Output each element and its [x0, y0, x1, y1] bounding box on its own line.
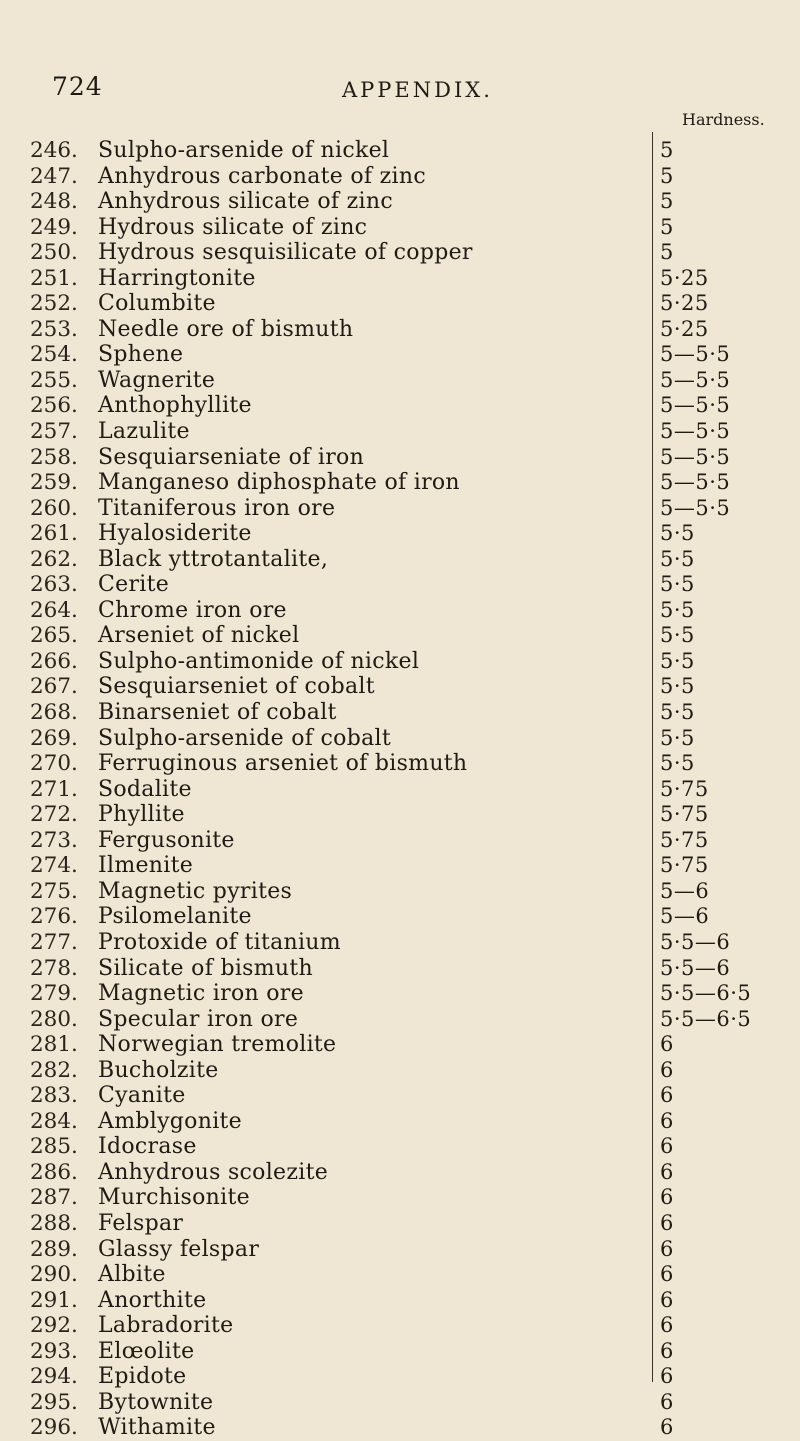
mineral-name: Sphene — [98, 342, 184, 368]
mineral-name: Norwegian tremolite — [98, 1032, 337, 1058]
hardness-value: 5·5 — [660, 674, 695, 699]
mineral-name: Phyllite — [98, 802, 185, 828]
mineral-name: Psilomelanite — [98, 904, 252, 930]
hardness-value: 5—5·5 — [660, 419, 731, 444]
mineral-name: Black yttrotantalite, — [98, 546, 329, 572]
hardness-value: 5·5 — [660, 725, 695, 750]
mineral-name: Ilmenite — [98, 853, 194, 879]
list-item — [0, 266, 800, 292]
list-item — [0, 317, 800, 343]
list-item — [0, 726, 800, 752]
list-item — [0, 904, 800, 930]
mineral-name: Elœolite — [98, 1338, 195, 1364]
hardness-value: 5·5 — [660, 521, 695, 546]
hardness-value: 5·25 — [660, 265, 709, 290]
mineral-name: Sulpho-antimonide of nickel — [98, 648, 420, 674]
hardness-column-heading: Hardness. — [682, 110, 765, 129]
hardness-value: 5 — [660, 163, 674, 188]
mineral-name: Glassy felspar — [98, 1236, 260, 1262]
list-item — [0, 623, 800, 649]
mineral-name: Anhydrous silicate of zinc — [98, 189, 393, 215]
list-item — [0, 1211, 800, 1237]
entry-number: 278. — [30, 955, 78, 981]
page-number: 724 — [52, 72, 103, 101]
mineral-name: Bytownite — [98, 1389, 214, 1415]
hardness-value: 5—5·5 — [660, 444, 731, 469]
mineral-name: Wagnerite — [98, 367, 216, 393]
mineral-name: Cerite — [98, 572, 170, 598]
mineral-name: Titaniferous iron ore — [98, 495, 336, 521]
list-item — [0, 956, 800, 982]
list-item — [0, 368, 800, 394]
list-item — [0, 700, 800, 726]
mineral-name: Manganeso diphosphate of iron — [98, 470, 460, 496]
entry-number: 268. — [30, 700, 78, 726]
mineral-name: Silicate of bismuth — [98, 955, 314, 981]
hardness-value: 5—5·5 — [660, 470, 731, 495]
entry-number: 246. — [30, 138, 78, 163]
entry-number: 289. — [30, 1236, 78, 1262]
entry-number: 252. — [30, 291, 78, 317]
entry-number: 292. — [30, 1313, 78, 1339]
list-item — [0, 879, 800, 905]
mineral-name: Sodalite — [98, 776, 192, 802]
list-item — [0, 853, 800, 879]
list-item — [0, 1134, 800, 1160]
mineral-name: Ferruginous arseniet of bismuth — [98, 751, 468, 777]
list-item — [0, 828, 800, 854]
mineral-name: Harringtonite — [98, 265, 256, 291]
entry-number: 267. — [30, 674, 78, 700]
mineral-name: Binarseniet of cobalt — [98, 700, 337, 726]
mineral-name: Magnetic iron ore — [98, 981, 304, 1007]
mineral-name: Chrome iron ore — [98, 597, 287, 623]
hardness-value: 5·75 — [660, 853, 709, 878]
hardness-value: 5—5·5 — [660, 393, 731, 418]
mineral-name: Sulpho-arsenide of nickel — [98, 138, 390, 163]
list-item — [0, 1390, 800, 1416]
mineral-name: Anhydrous carbonate of zinc — [98, 163, 426, 189]
entry-number: 283. — [30, 1083, 78, 1109]
list-item — [0, 572, 800, 598]
list-item — [0, 215, 800, 241]
list-item — [0, 419, 800, 445]
entry-number: 255. — [30, 367, 78, 393]
list-item — [0, 777, 800, 803]
entry-number: 262. — [30, 546, 78, 572]
hardness-value: 5·5—6·5 — [660, 981, 752, 1006]
mineral-name: Sesquiarseniet of cobalt — [98, 674, 375, 700]
hardness-value: 6 — [660, 1057, 674, 1082]
list-item — [0, 981, 800, 1007]
entry-number: 265. — [30, 623, 78, 649]
mineral-name: Needle ore of bismuth — [98, 316, 354, 342]
mineral-name: Amblygonite — [98, 1108, 242, 1134]
entry-number: 251. — [30, 265, 78, 291]
mineral-name: Arseniet of nickel — [98, 623, 300, 649]
entry-number: 280. — [30, 1006, 78, 1032]
entry-number: 275. — [30, 878, 78, 904]
mineral-name: Sesquiarseniate of iron — [98, 444, 365, 470]
list-item — [0, 240, 800, 266]
hardness-value: 5·5 — [660, 597, 695, 622]
entry-number: 293. — [30, 1338, 78, 1364]
mineral-name: Albite — [98, 1262, 166, 1288]
list-item — [0, 1058, 800, 1084]
entry-number: 273. — [30, 827, 78, 853]
hardness-value: 5·75 — [660, 827, 709, 852]
list-item — [0, 521, 800, 547]
hardness-value: 5—5·5 — [660, 342, 731, 367]
hardness-value: 5—5·5 — [660, 367, 731, 392]
mineral-name: Anhydrous scolezite — [98, 1159, 329, 1185]
mineral-name: Hydrous silicate of zinc — [98, 214, 368, 240]
entry-number: 257. — [30, 419, 78, 445]
entry-number: 269. — [30, 725, 78, 751]
hardness-value: 6 — [660, 1262, 674, 1287]
mineral-name: Lazulite — [98, 419, 190, 445]
entry-number: 266. — [30, 648, 78, 674]
entry-number: 272. — [30, 802, 78, 828]
hardness-value: 5 — [660, 240, 674, 265]
entry-number: 271. — [30, 776, 78, 802]
entry-number: 250. — [30, 240, 78, 266]
hardness-value: 5·25 — [660, 291, 709, 316]
list-item — [0, 445, 800, 471]
entry-number: 253. — [30, 316, 78, 342]
entry-number: 261. — [30, 521, 78, 547]
list-item — [0, 393, 800, 419]
hardness-value: 5·5—6·5 — [660, 1006, 752, 1031]
hardness-value: 5·75 — [660, 776, 709, 801]
hardness-value: 5·25 — [660, 316, 709, 341]
entry-number: 285. — [30, 1134, 78, 1160]
entry-number: 284. — [30, 1108, 78, 1134]
entry-number: 295. — [30, 1389, 78, 1415]
entry-number: 281. — [30, 1032, 78, 1058]
list-item — [0, 751, 800, 777]
entry-number: 290. — [30, 1262, 78, 1288]
running-head: APPENDIX. — [342, 78, 493, 102]
hardness-value: 6 — [660, 1210, 674, 1235]
entry-number: 276. — [30, 904, 78, 930]
mineral-name: Epidote — [98, 1364, 187, 1390]
entry-number: 288. — [30, 1210, 78, 1236]
entry-number: 249. — [30, 214, 78, 240]
entry-number: 287. — [30, 1185, 78, 1211]
entry-number: 259. — [30, 470, 78, 496]
hardness-value: 5 — [660, 138, 674, 162]
list-item — [0, 1109, 800, 1135]
list-item — [0, 1288, 800, 1314]
entry-number: 260. — [30, 495, 78, 521]
mineral-name: Protoxide of titanium — [98, 929, 341, 955]
mineral-name: Hydrous sesquisilicate of copper — [98, 240, 473, 266]
hardness-value: 6 — [660, 1313, 674, 1338]
hardness-value: 6 — [660, 1108, 674, 1133]
mineral-name: Fergusonite — [98, 827, 235, 853]
mineral-name: Labradorite — [98, 1313, 234, 1339]
mineral-name: Withamite — [98, 1415, 216, 1441]
mineral-name: Anthophyllite — [98, 393, 252, 419]
hardness-value: 5·5 — [660, 572, 695, 597]
mineral-name: Idocrase — [98, 1134, 197, 1160]
list-item — [0, 1339, 800, 1365]
entry-number: 291. — [30, 1287, 78, 1313]
mineral-name: Specular iron ore — [98, 1006, 299, 1032]
hardness-value: 6 — [660, 1287, 674, 1312]
mineral-name: Sulpho-arsenide of cobalt — [98, 725, 391, 751]
hardness-value: 6 — [660, 1159, 674, 1184]
entry-number: 286. — [30, 1159, 78, 1185]
mineral-name: Magnetic pyrites — [98, 878, 293, 904]
hardness-value: 6 — [660, 1389, 674, 1414]
hardness-value: 5 — [660, 214, 674, 239]
mineral-name: Anorthite — [98, 1287, 207, 1313]
hardness-value: 6 — [660, 1338, 674, 1363]
list-item — [0, 1160, 800, 1186]
entry-number: 247. — [30, 163, 78, 189]
entry-number: 263. — [30, 572, 78, 598]
hardness-value: 5—6 — [660, 878, 710, 903]
hardness-value: 5·5 — [660, 546, 695, 571]
hardness-value: 5—6 — [660, 904, 710, 929]
entry-number: 277. — [30, 929, 78, 955]
list-item — [0, 674, 800, 700]
hardness-value: 5·5 — [660, 623, 695, 648]
hardness-value: 6 — [660, 1032, 674, 1057]
hardness-value: 5·75 — [660, 802, 709, 827]
mineral-name: Cyanite — [98, 1083, 186, 1109]
list-item — [0, 138, 800, 164]
mineral-name: Hyalosiderite — [98, 521, 252, 547]
entry-number: 296. — [30, 1415, 78, 1441]
list-item — [0, 164, 800, 190]
list-item — [0, 1415, 800, 1441]
hardness-value: 6 — [660, 1185, 674, 1210]
list-item — [0, 802, 800, 828]
entry-number: 274. — [30, 853, 78, 879]
list-item — [0, 1185, 800, 1211]
entry-number: 294. — [30, 1364, 78, 1390]
entry-number: 270. — [30, 751, 78, 777]
hardness-value: 6 — [660, 1083, 674, 1108]
mineral-name: Columbite — [98, 291, 216, 317]
hardness-value: 6 — [660, 1415, 674, 1440]
hardness-value: 6 — [660, 1236, 674, 1261]
hardness-value: 5·5—6 — [660, 929, 731, 954]
list-item — [0, 342, 800, 368]
mineral-list — [0, 138, 800, 1441]
list-item — [0, 1237, 800, 1263]
list-item — [0, 1364, 800, 1390]
list-item — [0, 496, 800, 522]
list-item — [0, 598, 800, 624]
hardness-value: 5·5 — [660, 751, 695, 776]
entry-number: 256. — [30, 393, 78, 419]
mineral-name: Bucholzite — [98, 1057, 219, 1083]
list-item — [0, 1032, 800, 1058]
mineral-name: Felspar — [98, 1210, 184, 1236]
entry-number: 264. — [30, 597, 78, 623]
list-item — [0, 1083, 800, 1109]
hardness-value: 5·5—6 — [660, 955, 731, 980]
list-item — [0, 470, 800, 496]
hardness-value: 5·5 — [660, 648, 695, 673]
entry-number: 258. — [30, 444, 78, 470]
hardness-value: 5 — [660, 189, 674, 214]
hardness-value: 6 — [660, 1364, 674, 1389]
entry-number: 254. — [30, 342, 78, 368]
hardness-value: 5·5 — [660, 700, 695, 725]
entry-number: 279. — [30, 981, 78, 1007]
entry-number: 282. — [30, 1057, 78, 1083]
list-item — [0, 1313, 800, 1339]
list-item — [0, 1262, 800, 1288]
list-item — [0, 1007, 800, 1033]
list-item — [0, 930, 800, 956]
list-item — [0, 547, 800, 573]
list-item — [0, 189, 800, 215]
hardness-value: 5—5·5 — [660, 495, 731, 520]
hardness-value: 6 — [660, 1134, 674, 1159]
list-item — [0, 649, 800, 675]
list-item — [0, 291, 800, 317]
mineral-name: Murchisonite — [98, 1185, 250, 1211]
entry-number: 248. — [30, 189, 78, 215]
